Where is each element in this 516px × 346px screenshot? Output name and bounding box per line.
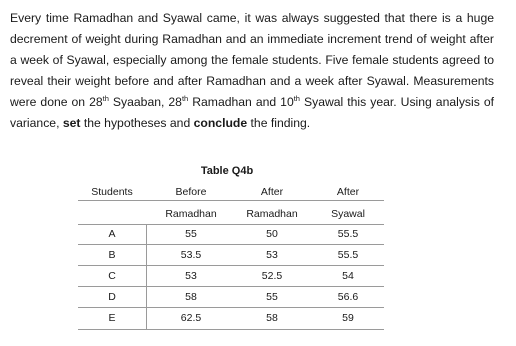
row-divider (78, 265, 384, 266)
table-cell-after-ramadhan: 53 (266, 249, 278, 261)
table-cell-student: A (108, 228, 116, 240)
paragraph-text-2: Syaaban, 28 (108, 95, 182, 109)
header-after-syawal-line1: After (336, 186, 360, 198)
row-divider (78, 286, 384, 287)
table-cell-after-syawal: 54 (342, 270, 354, 282)
header-before-ramadhan-line2: Ramadhan (165, 208, 217, 220)
header-before-ramadhan-line1: Before (175, 186, 207, 198)
table-cell-student: E (108, 312, 116, 324)
paragraph-text-6: the finding. (247, 116, 311, 130)
table-cell-student: D (108, 291, 116, 303)
table-cell-student: B (108, 249, 116, 261)
paragraph-text-3: Ramadhan and 10 (188, 95, 294, 109)
table-cell-before-ramadhan: 55 (185, 228, 197, 240)
table-cell-before-ramadhan: 62.5 (180, 312, 202, 324)
header-after-ramadhan-line1: After (260, 186, 284, 198)
row-divider (78, 244, 384, 245)
header-after-syawal-line2: Syawal (331, 208, 365, 220)
row-divider (78, 307, 384, 308)
table-cell-before-ramadhan: 53 (185, 270, 197, 282)
table-cell-student: C (108, 270, 116, 282)
table-cell-after-syawal: 55.5 (337, 249, 359, 261)
paragraph-text-5: the hypotheses and (80, 116, 194, 130)
paragraph-text-1: Every time Ramadhan and Syawal came, it was always suggested that there is a huge decrement of weight during Ramadhan and an immediate increment trend of weight after a week of Syawal, especially among the female students. Five female students agreed to reveal their weight before and after Ramadhan and a week after Syawal. Measurements were done on 28 (10, 11, 494, 109)
table-bottom-border (78, 329, 384, 330)
paragraph-text-4: Syawal this year. Using analysis of variance, (10, 95, 494, 130)
header-students: Students (91, 186, 133, 198)
ordinal-suffix-1: th (102, 94, 109, 103)
question-paragraph (10, 8, 494, 134)
ordinal-suffix-2: th (181, 94, 189, 103)
table-cell-after-ramadhan: 58 (266, 312, 278, 324)
keyword-conclude: conclude (193, 116, 248, 130)
table-cell-after-ramadhan: 52.5 (261, 270, 283, 282)
keyword-set: set (62, 116, 81, 130)
table-cell-after-syawal: 56.6 (337, 291, 359, 303)
header-after-ramadhan-line2: Ramadhan (246, 208, 298, 220)
header-divider-bottom (78, 224, 384, 225)
table-title: Table Q4b (200, 165, 254, 177)
table-cell-before-ramadhan: 53.5 (180, 249, 202, 261)
column-divider (146, 225, 147, 330)
table-cell-after-syawal: 59 (342, 312, 354, 324)
ordinal-suffix-3: th (293, 94, 300, 103)
table-cell-after-ramadhan: 55 (266, 291, 278, 303)
table-cell-after-ramadhan: 50 (266, 228, 278, 240)
table-cell-after-syawal: 55.5 (337, 228, 359, 240)
header-divider-top (78, 200, 384, 201)
table-cell-before-ramadhan: 58 (185, 291, 197, 303)
